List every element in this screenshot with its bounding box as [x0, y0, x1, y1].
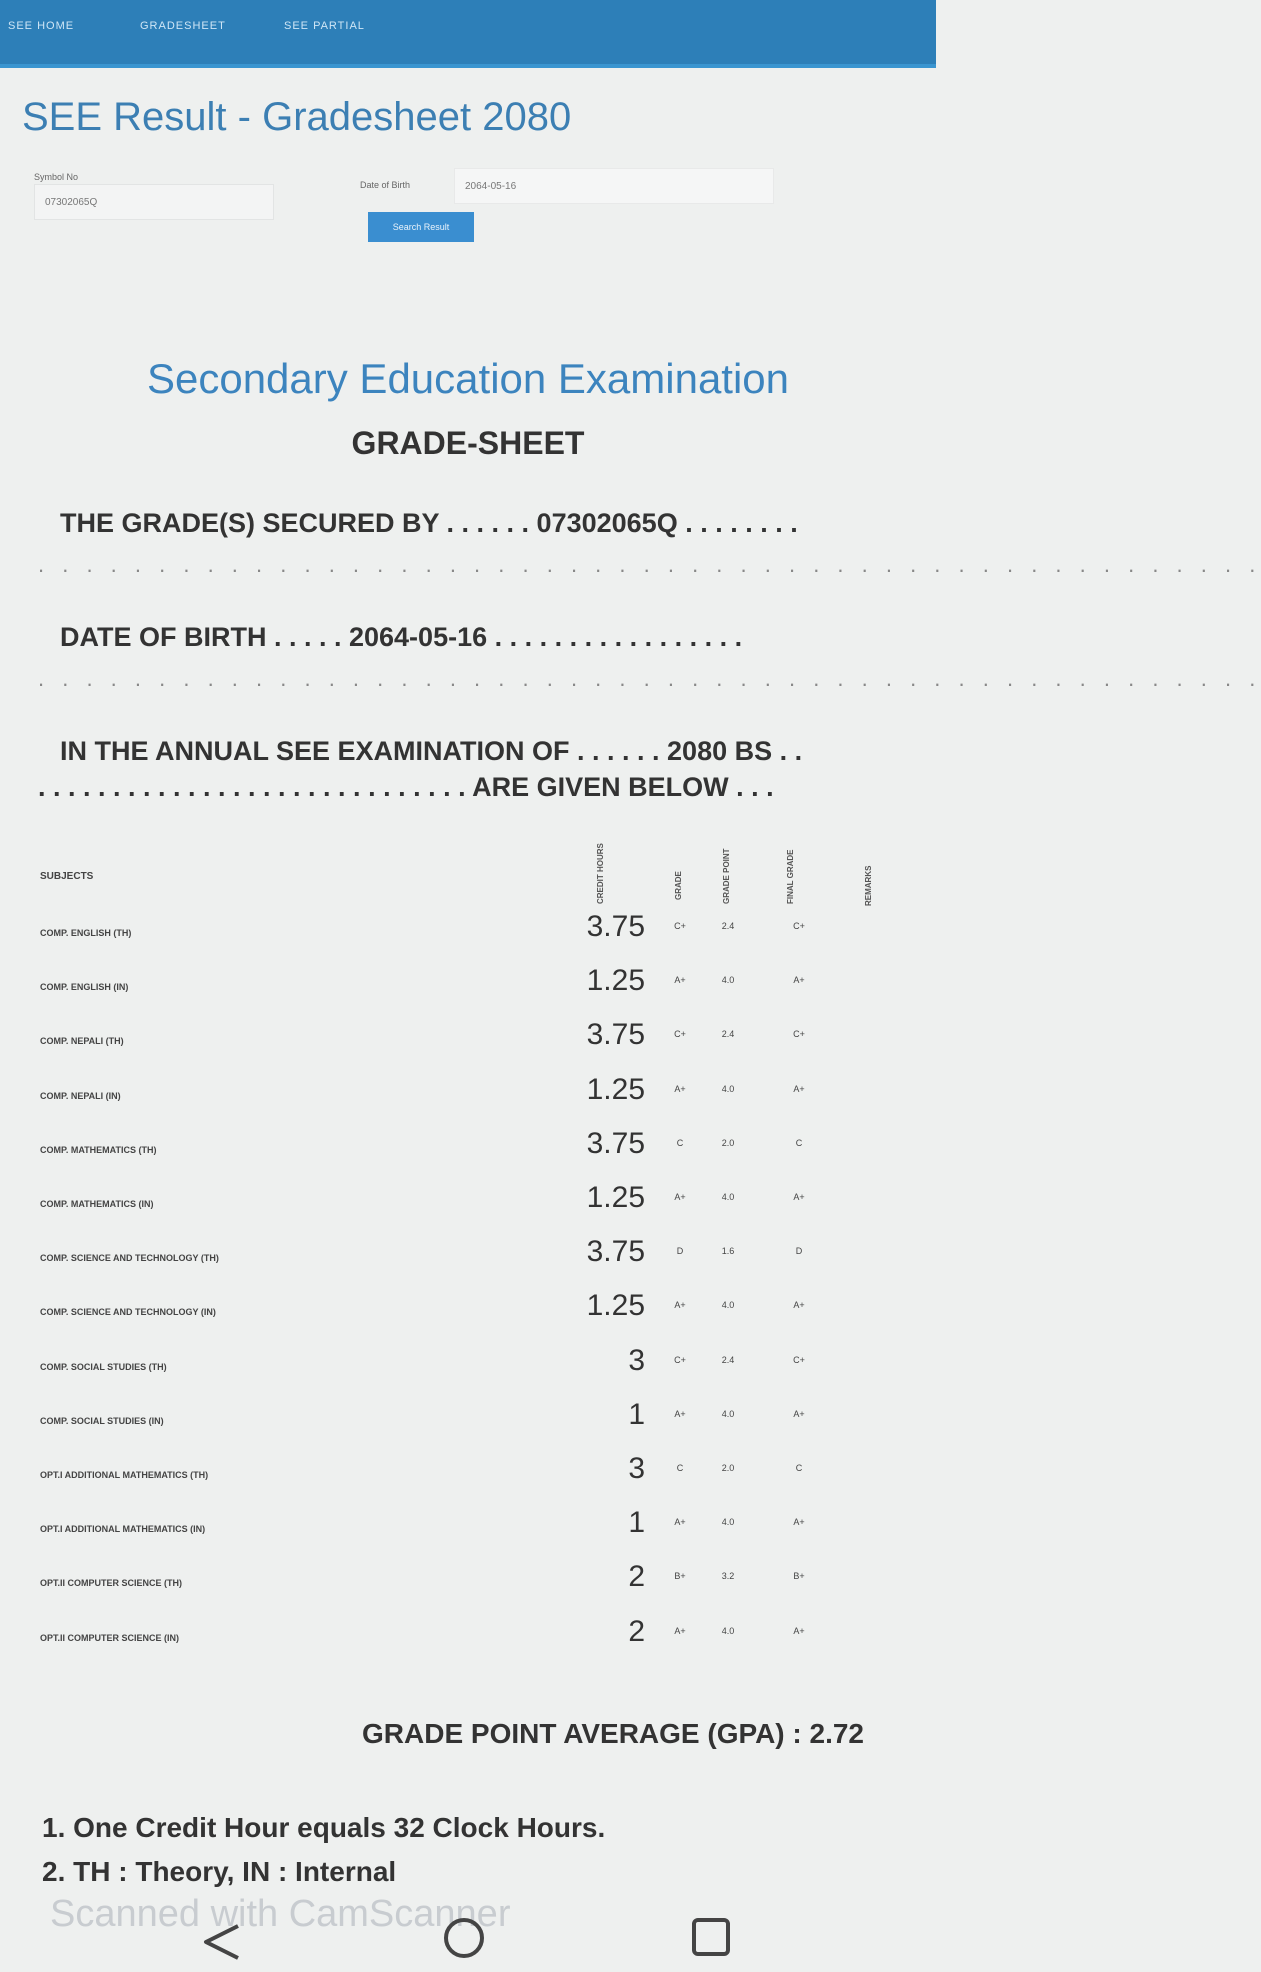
android-nav-bar — [0, 1900, 936, 1972]
table-row — [0, 1073, 936, 1127]
subject-cell: COMP. MATHEMATICS (TH) — [40, 1144, 157, 1155]
credit-hours-cell: 3.75 — [586, 1126, 645, 1160]
grade-cell: A+ — [674, 1517, 686, 1528]
symbol-label: Symbol No — [34, 172, 79, 182]
table-row — [0, 1181, 936, 1235]
table-row — [0, 1235, 936, 1289]
dotted-separator: . . . . . . . . . . . . . . . . . . . . . . . . . . . . . . . . . . . . . . . . . . . . . . . . . . . — [38, 666, 1261, 691]
dob-input[interactable]: 2064-05-16 — [454, 168, 774, 204]
credit-hours-cell: 3 — [628, 1452, 645, 1485]
exam-title: Secondary Education Examination — [146, 355, 790, 402]
grade-cell: C — [676, 1463, 684, 1473]
grade-point-cell: 3.2 — [721, 1571, 735, 1582]
final-grade-cell: C — [795, 1463, 803, 1473]
final-grade-cell: C+ — [793, 1029, 805, 1040]
grade-cell: A+ — [674, 1625, 686, 1636]
grade-point-cell: 4.0 — [721, 1192, 735, 1202]
grade-cell: C — [676, 1137, 684, 1148]
search-result-button[interactable]: Search Result — [368, 212, 474, 242]
header-remarks: REMARKS — [864, 865, 873, 906]
home-circle-icon[interactable] — [444, 1918, 484, 1958]
table-row — [0, 1452, 936, 1506]
table-row — [0, 1615, 936, 1669]
back-triangle-icon[interactable] — [200, 1920, 244, 1964]
header-credit-hours: CREDIT HOURS — [596, 843, 605, 904]
table-row — [0, 1127, 936, 1181]
subject-cell: COMP. SOCIAL STUDIES (IN) — [40, 1415, 164, 1426]
credit-hours-cell: 1.25 — [586, 1289, 645, 1323]
final-grade-cell: A+ — [793, 1625, 805, 1636]
header-subjects: SUBJECTS — [40, 871, 94, 882]
grade-point-cell: 2.4 — [721, 1029, 735, 1040]
credit-hours-cell: 1 — [628, 1506, 645, 1540]
dob-label: Date of Birth — [360, 180, 411, 190]
subject-cell: OPT.II COMPUTER SCIENCE (TH) — [40, 1578, 183, 1589]
grade-point-cell: 2.0 — [721, 1463, 735, 1473]
table-row — [0, 1506, 936, 1560]
grade-cell: A+ — [674, 1083, 686, 1094]
subject-cell: OPT.I ADDITIONAL MATHEMATICS (TH) — [40, 1470, 209, 1480]
grade-cell: C+ — [674, 1029, 686, 1040]
grade-point-cell: 4.0 — [721, 1625, 735, 1636]
final-grade-cell: B+ — [793, 1571, 805, 1582]
credit-hours-cell: 1.25 — [586, 1181, 645, 1214]
grade-cell: A+ — [674, 1192, 686, 1202]
grade-cell: C+ — [674, 1354, 686, 1365]
nav-link-see-partial[interactable]: SEE PARTIAL — [284, 20, 365, 32]
header-final-grade: FINAL GRADE — [786, 849, 795, 904]
header-grade: GRADE — [674, 871, 683, 900]
nav-link-home[interactable]: SEE HOME — [8, 20, 75, 32]
grade-cell: A+ — [674, 975, 686, 986]
grade-point-cell: 2.0 — [721, 1137, 735, 1148]
grade-point-cell: 4.0 — [721, 975, 735, 986]
subject-cell: COMP. SOCIAL STUDIES (TH) — [40, 1361, 167, 1372]
subject-cell: COMP. MATHEMATICS (IN) — [40, 1199, 154, 1209]
table-row — [0, 1344, 936, 1398]
table-row — [0, 964, 936, 1018]
table-row — [0, 910, 936, 964]
header-grade-point: GRADE POINT — [722, 848, 731, 904]
credit-hours-cell: 2 — [628, 1614, 645, 1648]
credit-hours-cell: 1.25 — [586, 1072, 645, 1106]
subject-cell: COMP. NEPALI (IN) — [40, 1090, 121, 1101]
credit-hours-cell: 3.75 — [586, 1235, 645, 1269]
grade-point-cell: 2.4 — [721, 921, 735, 931]
sheet-title: GRADE-SHEET — [351, 425, 585, 461]
given-below-line: . . . . . . . . . . . . . . . . . . . . . . . . . . . . . ARE GIVEN BELOW . . . — [38, 772, 774, 802]
grade-point-cell: 4.0 — [721, 1408, 735, 1419]
secured-by-line: THE GRADE(S) SECURED BY . . . . . . 07302065Q . . . . . . . . — [60, 508, 798, 538]
annual-exam-line: IN THE ANNUAL SEE EXAMINATION OF . . . . . . 2080 BS . . — [60, 736, 803, 766]
final-grade-cell: A+ — [793, 1192, 805, 1202]
final-grade-cell: A+ — [793, 1517, 805, 1528]
grade-cell: B+ — [674, 1571, 686, 1582]
table-row — [0, 1560, 936, 1614]
final-grade-cell: C+ — [793, 921, 805, 931]
grade-cell: A+ — [674, 1300, 686, 1311]
subject-cell: COMP. SCIENCE AND TECHNOLOGY (IN) — [40, 1307, 216, 1318]
final-grade-cell: A+ — [793, 975, 805, 986]
page-title: SEE Result - Gradesheet 2080 — [22, 95, 572, 139]
subject-cell: COMP. NEPALI (TH) — [40, 1036, 124, 1047]
grade-cell: C+ — [674, 921, 686, 931]
recents-square-icon[interactable] — [692, 1918, 730, 1956]
subject-cell: COMP. ENGLISH (IN) — [40, 982, 129, 993]
subject-cell: OPT.I ADDITIONAL MATHEMATICS (IN) — [40, 1524, 206, 1535]
subject-cell: OPT.II COMPUTER SCIENCE (IN) — [40, 1632, 180, 1643]
table-row — [0, 1289, 936, 1343]
final-grade-cell: D — [795, 1246, 803, 1257]
grade-point-cell: 2.4 — [721, 1354, 735, 1365]
grade-point-cell: 4.0 — [721, 1300, 735, 1311]
grade-cell: D — [676, 1246, 684, 1257]
table-row — [0, 1018, 936, 1072]
table-row — [0, 1398, 936, 1452]
grade-point-cell: 4.0 — [721, 1517, 735, 1528]
final-grade-cell: A+ — [793, 1300, 805, 1311]
gpa-summary: GRADE POINT AVERAGE (GPA) : 2.72 — [362, 1718, 864, 1749]
camscanner-watermark: Scanned with CamScanner — [50, 1893, 511, 1935]
credit-hours-cell: 1.25 — [586, 964, 645, 998]
credit-hours-cell: 3.75 — [586, 1018, 645, 1052]
credit-hours-cell: 2 — [628, 1560, 645, 1594]
final-grade-cell: C — [795, 1137, 803, 1148]
subject-cell: COMP. SCIENCE AND TECHNOLOGY (TH) — [40, 1253, 219, 1264]
nav-link-gradesheet[interactable]: GRADESHEET — [140, 20, 226, 32]
grade-cell: A+ — [674, 1408, 686, 1419]
symbol-input[interactable]: 07302065Q — [34, 184, 274, 220]
final-grade-cell: A+ — [793, 1083, 805, 1094]
note-legend: 2. TH : Theory, IN : Internal — [42, 1856, 397, 1887]
grade-point-cell: 4.0 — [721, 1083, 735, 1094]
final-grade-cell: C+ — [793, 1354, 805, 1365]
credit-hours-cell: 3 — [628, 1343, 645, 1377]
grade-point-cell: 1.6 — [721, 1246, 735, 1257]
note-credit-hour: 1. One Credit Hour equals 32 Clock Hours. — [42, 1812, 606, 1843]
credit-hours-cell: 1 — [628, 1397, 645, 1431]
dob-line: DATE OF BIRTH . . . . . 2064-05-16 . . . . . . . . . . . . . . . . . — [60, 622, 743, 652]
top-navbar — [0, 0, 936, 68]
final-grade-cell: A+ — [793, 1408, 805, 1419]
subject-cell: COMP. ENGLISH (TH) — [40, 928, 132, 938]
dotted-separator: . . . . . . . . . . . . . . . . . . . . . . . . . . . . . . . . . . . . . . . . . . . . . . . . . . . — [38, 552, 1261, 577]
credit-hours-cell: 3.75 — [586, 910, 645, 943]
